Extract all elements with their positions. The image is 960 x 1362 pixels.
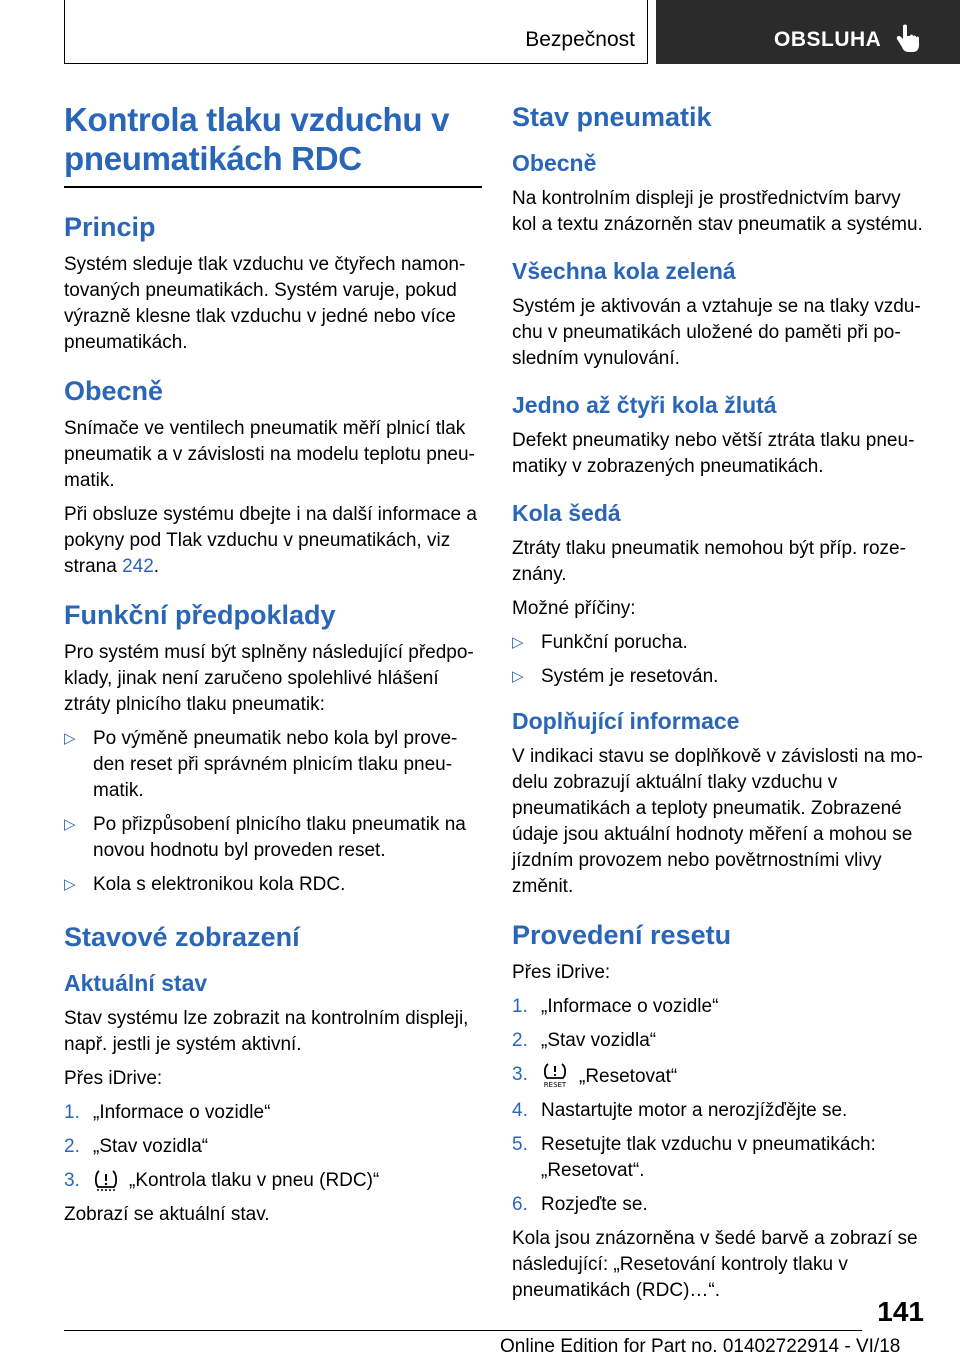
footer-edition: Online Edition for Part no. 01402722914 - VI/18 [500,1336,901,1357]
princip-text: Systém sleduje tlak vzduchu ve čtyřech namontovaných pneumatikách. Systém varuje, pokud výrazně klesne tlak vzduchu v jedné nebo více pneumatikách. [64,254,466,353]
list-item: 5. Resetujte tlak vzduchu v pneumatikách: „Resetovat“. [512,1134,876,1181]
triangle-bullet-icon: ▷ [512,668,524,685]
heading-kola-seda: Kola šedá [512,500,621,526]
left-column [64,100,482,1228]
aktualni-stav-result: Zobrazí se aktuální stav. [64,1204,270,1225]
obecne-text-2: Při obsluze systému dbejte i na další informace a pokyny pod Tlak vzduchu v pneumatikách, viz strana 242. [64,504,477,577]
heading-stavove-zobrazeni: Stavové zobrazení [64,922,300,952]
heading-princip: Princip [64,212,156,242]
list-item: 3. RESET „Resetovat“ [512,1064,678,1088]
pricine-list [512,630,924,690]
heading-aktualni-stav: Aktuální stav [64,970,208,996]
stav-obecne-text: Na kontrolním displeji je prostřednictvím barvy kol a textu znázorněn stav pneumatik a systému. [512,188,923,235]
triangle-bullet-icon: ▷ [64,876,76,893]
tire-pressure-reset-icon [541,1062,569,1088]
title-divider [64,186,482,188]
list-item: 1. „Informace o vozidle“ [512,996,719,1017]
tire-pressure-warning-icon [93,1168,119,1192]
seda-text: Ztráty tlaku pneumatik nemohou být příp. rozeznány. [512,538,906,585]
reset-steps [512,994,924,1218]
triangle-bullet-icon: ▷ [64,816,76,833]
page-number: 141 [877,1296,924,1327]
reset-result: Kola jsou znázorněna v šedé barvě a zobrazí se následující: „Resetování kontroly tlaku v pneumatikách (RDC)…“. [512,1228,918,1301]
zelena-text: Systém je aktivován a vztahuje se na tlaky vzduchu v pneumatikách uložené do paměti při posledním vynulování. [512,296,921,369]
header-section-title: Bezpečnost [525,28,635,51]
reset-idrive-label: Přes iDrive: [512,962,611,983]
triangle-bullet-icon: ▷ [512,634,524,651]
aktualni-stav-text: Stav systému lze zobrazit na kontrolním displeji, např. jestli je systém aktivní. [64,1008,469,1055]
heading-doplnujici-informace: Doplňující informace [512,708,740,734]
idrive-label: Přes iDrive: [64,1068,163,1089]
heading-kola-zluta: Jedno až čtyři kola žlutá [512,392,777,418]
list-item: ▷ Funkční porucha. [512,630,924,656]
predpoklady-list [64,726,482,898]
list-item: 1. „Informace o vozidle“ [64,1102,271,1123]
list-item: 6. Rozjeďte se. [512,1194,648,1215]
header-chapter-tab [656,0,960,64]
list-item: 2. „Stav vozidla“ [64,1136,209,1157]
header-section-box [64,0,648,64]
heading-obecne-right: Obecně [512,150,597,176]
predpoklady-text: Pro systém musí být splněny následující předpoklady, jinak není zaručeno spolehlivé hlášení ztráty plnicího tlaku pneumatik: [64,642,474,715]
list-item: 2. „Stav vozidla“ [512,1030,657,1051]
heading-stav-pneumatik: Stav pneumatik [512,102,712,132]
pricine-label: Možné příčiny: [512,598,636,619]
heading-provedeni-resetu: Provedení resetu [512,920,732,950]
heading-vsechna-kola-zelena: Všechna kola zelená [512,258,736,284]
status-steps [64,1100,482,1194]
list-item: ▷ Po přizpůsobení plnicího tlaku pneumatik na novou hodnotu byl proveden reset. [64,814,466,861]
heading-obecne: Obecně [64,376,164,406]
svg-text:RESET: RESET [543,1081,567,1088]
triangle-bullet-icon: ▷ [64,730,76,747]
heading-funkcni-predpoklady: Funkční předpoklady [64,600,336,630]
pointing-hand-icon [892,24,922,54]
page-title: Kontrola tlaku vzduchu v pneumatikách RDC [64,101,450,177]
footer-divider [64,1330,862,1331]
list-item: ▷ Systém je resetován. [512,664,924,690]
right-column [512,100,924,1304]
zluta-text: Defekt pneumatiky nebo větší ztráta tlaku pneumatiky v zobrazených pneumatikách. [512,430,915,477]
list-item: ▷ Po výměně pneumatik nebo kola byl proveden reset při správném plnicím tlaku pneumatik. [64,728,458,801]
doplnujici-text: V indikaci stavu se doplňkově v závislosti na modelu zobrazují aktuální tlaky vzduchu v pneumatikách a teploty pneumatik. Zobrazené údaje jsou aktuální hodnoty měření a mohou se jízdním provozem nebo povětrnostními vlivy změnit. [512,746,923,897]
list-item: ▷ Kola s elektronikou kola RDC. [64,872,482,898]
obecne-text-1: Snímače ve ventilech pneumatik měří plnicí tlak pneumatik a v závislosti na modelu teplotu pneumatik. [64,418,475,491]
page-reference-link[interactable]: 242 [122,556,154,577]
header-chapter-label: OBSLUHA [774,28,882,51]
list-item: 3. „Kontrola tlaku v pneu (RDC)“ [64,1170,380,1191]
list-item: 4. Nastartujte motor a nerozjížďějte se. [512,1100,848,1121]
